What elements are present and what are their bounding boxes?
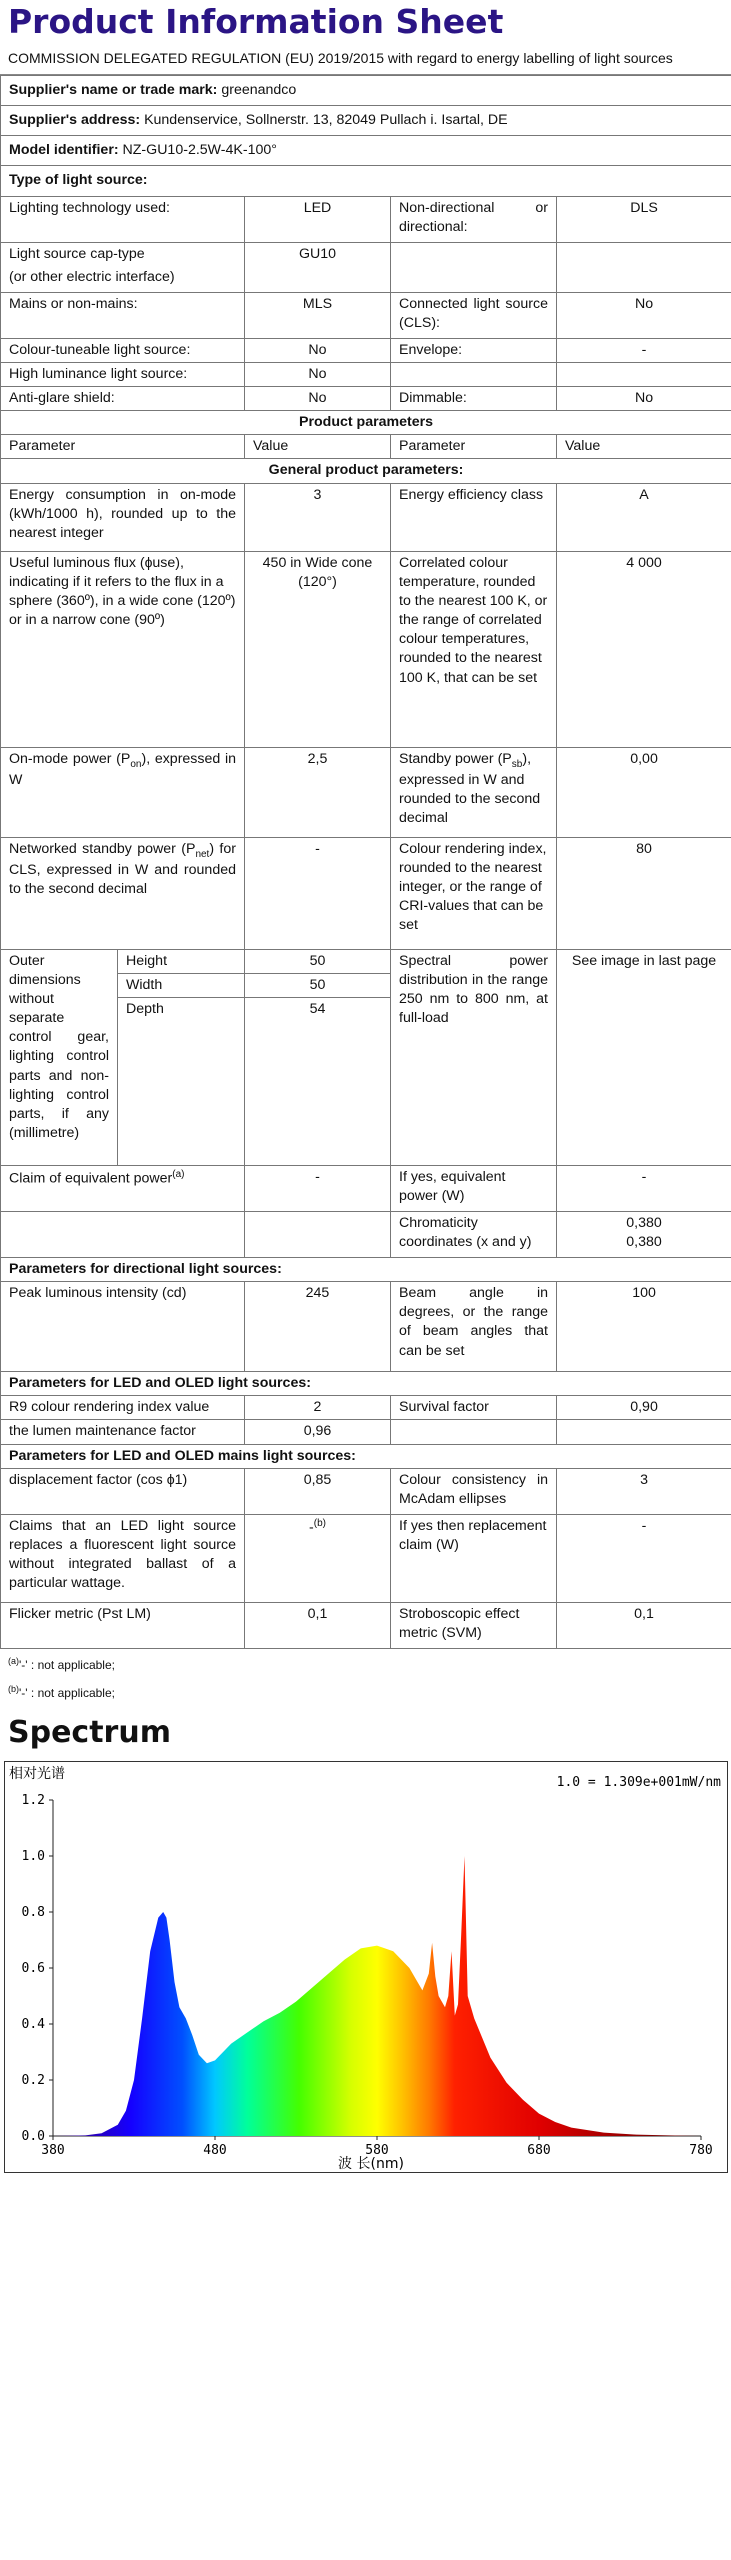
on-mode-power-value: 2,5: [245, 747, 391, 837]
type-row-value-2: [557, 362, 731, 386]
led-oled-band: Parameters for LED and OLED light sources:: [1, 1372, 731, 1396]
cri-value: 80: [557, 837, 731, 949]
r9-value: 2: [245, 1396, 391, 1420]
displacement-factor-label: displacement factor (cos ϕ1): [1, 1468, 245, 1514]
chromaticity-label: Chromaticity coordinates (x and y): [391, 1211, 557, 1257]
beam-angle-value: 100: [557, 1282, 731, 1372]
page-title: Product Information Sheet: [8, 2, 504, 41]
lumen-maintenance-label: the lumen maintenance factor: [1, 1420, 245, 1444]
type-row-value: MLS: [245, 292, 391, 338]
type-row-label: Colour-tuneable light source:: [1, 338, 245, 362]
chromaticity-y: 0,380: [626, 1234, 662, 1251]
type-row: [1, 362, 731, 386]
directional-band: Parameters for directional light sources:: [1, 1257, 731, 1281]
mcadam-value: 3: [557, 1468, 731, 1514]
type-row: [1, 386, 731, 410]
y-tick-label: 1.2: [21, 1793, 45, 1809]
type-row-label: Mains or non-mains:: [1, 292, 245, 338]
type-row-value-2: No: [557, 386, 731, 410]
depth-value: 54: [245, 997, 391, 1165]
product-information-table: [0, 75, 731, 1649]
chromaticity-x: 0,380: [626, 1214, 662, 1231]
led-mains-band-row: [1, 1444, 731, 1468]
y-tick-label: 0.4: [21, 2017, 45, 2033]
type-row: [1, 338, 731, 362]
svm-value: 0,1: [557, 1602, 731, 1648]
param-row: [1, 1211, 731, 1257]
param-row: [1, 1420, 731, 1444]
width-label: Width: [118, 973, 245, 997]
outer-dimensions-label: Outer dimensions without separate control gear, lighting control parts and non-lighting control parts, if any (millimetre): [1, 949, 118, 1165]
spectral-distribution-value: See image in last page: [557, 949, 731, 1165]
spectrum-heading: Spectrum: [8, 1715, 171, 1751]
peak-intensity-value: 245: [245, 1282, 391, 1372]
param-row: [1, 1282, 731, 1372]
spectrum-chart-frame: [4, 1761, 728, 2173]
replacement-claim-value: -: [557, 1514, 731, 1602]
luminous-flux-value: 450 in Wide cone (120°): [245, 551, 391, 747]
type-row-value: No: [245, 386, 391, 410]
y-tick-label: 0.0: [21, 2129, 45, 2145]
model-identifier-row: [1, 136, 731, 166]
x-tick-label: 380: [41, 2143, 65, 2159]
flicker-metric-value: 0,1: [245, 1602, 391, 1648]
supplier-address-label: Supplier's address:: [9, 112, 141, 129]
chromaticity-value: [557, 1211, 731, 1257]
general-params-band: General product parameters:: [1, 459, 731, 483]
type-row-label: High luminance light source:: [1, 362, 245, 386]
directional-band-row: [1, 1257, 731, 1281]
on-mode-power-label: On-mode power $(P_{on})$, expressed in W: [1, 747, 245, 837]
y-tick-label: 0.6: [21, 1961, 45, 1977]
type-row: [1, 292, 731, 338]
product-params-band-row: [1, 411, 731, 435]
footnote-a: $^{(a)}$'-' : not applicable;: [8, 1655, 115, 1672]
model-identifier-value: NZ-GU10-2.5W-4K-100°: [122, 142, 277, 159]
spectral-distribution-label: Spectral power distribution in the range 250 nm to 800 nm, at full-load: [391, 949, 557, 1165]
col-header-parameter-2: Parameter: [391, 435, 557, 459]
chart-x-label: 波 长(nm): [338, 2156, 404, 2173]
survival-factor-value: 0,90: [557, 1396, 731, 1420]
flicker-metric-label: Flicker metric (Pst LM): [1, 1602, 245, 1648]
column-header-row: [1, 435, 731, 459]
col-header-value: Value: [245, 435, 391, 459]
energy-consumption-label: Energy consumption in on-mode (kWh/1000 h), rounded up to the nearest integer: [1, 483, 245, 551]
param-row: [1, 747, 731, 837]
supplier-name-row: [1, 75, 731, 105]
peak-intensity-label: Peak luminous intensity (cd): [1, 1282, 245, 1372]
model-identifier-label: Model identifier:: [9, 142, 119, 159]
general-band-row: [1, 459, 731, 483]
type-row-value-2: [557, 242, 731, 292]
regulation-subtitle: COMMISSION DELEGATED REGULATION (EU) 2019/2015 with regard to energy labelling of light sources: [0, 46, 731, 75]
type-row-label: Lighting technology used:: [1, 196, 245, 242]
param-row: [1, 1396, 731, 1420]
standby-power-label: Standby power $(P_{sb})$, expressed in W and rounded to the second decimal: [391, 747, 557, 837]
supplier-name-label: Supplier's name or trade mark:: [9, 81, 218, 98]
equivalent-power-claim-label: Claim of equivalent power$^{(a)}$: [1, 1165, 245, 1211]
param-row: [1, 483, 731, 551]
cct-label: Correlated colour temperature, rounded to the nearest 100 K, or the range of correlated colour temperatures, rounded to the nearest 100 K, that can be set: [391, 551, 557, 747]
x-tick-label: 580: [365, 2143, 389, 2159]
type-section-header: Type of light source:: [1, 166, 731, 196]
x-tick-label: 780: [689, 2143, 713, 2159]
chart-annotation: 1.0 = 1.309e+001mW/nm: [556, 1775, 721, 1791]
y-tick-label: 0.8: [21, 1905, 45, 1921]
displacement-factor-value: 0,85: [245, 1468, 391, 1514]
type-row-value: No: [245, 362, 391, 386]
type-row-label-2: [391, 242, 557, 292]
cap-type-sublabel: (or other electric interface): [9, 268, 175, 285]
x-tick-label: 680: [527, 2143, 551, 2159]
type-row-label: Anti-glare shield:: [1, 386, 245, 410]
supplier-name-value: greenandco: [221, 81, 297, 98]
type-row-value: No: [245, 338, 391, 362]
supplier-address-row: [1, 106, 731, 136]
type-row-label-2: Dimmable:: [391, 386, 557, 410]
replacement-claim-label: If yes then replacement claim (W): [391, 1514, 557, 1602]
survival-factor-label: Survival factor: [391, 1396, 557, 1420]
depth-label: Depth: [118, 997, 245, 1165]
param-row: [1, 1602, 731, 1648]
width-value: 50: [245, 973, 391, 997]
cri-label: Colour rendering index, rounded to the nearest integer, or the range of CRI-values that can be set: [391, 837, 557, 949]
height-value: 50: [245, 949, 391, 973]
cap-type-label: Light source cap-type: [9, 245, 145, 262]
standby-power-value: 0,00: [557, 747, 731, 837]
energy-efficiency-label: Energy efficiency class: [391, 483, 557, 551]
cct-value: 4 000: [557, 551, 731, 747]
type-row-value-2: -: [557, 338, 731, 362]
beam-angle-label: Beam angle in degrees, or the range of beam angles that can be set: [391, 1282, 557, 1372]
fluorescent-claim-value: -$^{(b)}$: [245, 1514, 391, 1602]
footnote-b: $^{(b)}$'-' : not applicable;: [8, 1684, 115, 1700]
spectrum-area: [53, 1856, 701, 2136]
chart-title: 相对光谱: [9, 1766, 65, 1783]
type-row-value-2: DLS: [557, 196, 731, 242]
type-row: [1, 242, 731, 292]
type-row: [1, 196, 731, 242]
type-row-label-2: Envelope:: [391, 338, 557, 362]
col-header-parameter: Parameter: [1, 435, 245, 459]
type-row-label-2: [391, 362, 557, 386]
footnotes: [0, 1649, 731, 1703]
x-tick-label: 480: [203, 2143, 227, 2159]
height-label: Height: [118, 949, 245, 973]
fluorescent-claim-label: Claims that an LED light source replaces a fluorescent light source without integrated ballast of a particular wattage.: [1, 1514, 245, 1602]
luminous-flux-label: Useful luminous flux (ɸuse), indicating if it refers to the flux in a sphere (360º), in a wide cone (120º) or in a narrow cone (90º): [1, 551, 245, 747]
lumen-maintenance-value: 0,96: [245, 1420, 391, 1444]
r9-label: R9 colour rendering index value: [1, 1396, 245, 1420]
param-row: [1, 1468, 731, 1514]
equivalent-power-claim-value: -: [245, 1165, 391, 1211]
dimensions-row: [1, 949, 731, 973]
supplier-address-value: Kundenservice, Sollnerstr. 13, 82049 Pullach i. Isartal, DE: [144, 112, 508, 129]
networked-standby-label: Networked standby power $(P_{net})$ for CLS, expressed in W and rounded to the second decimal: [1, 837, 245, 949]
type-row-value-2: No: [557, 292, 731, 338]
type-row-value: LED: [245, 196, 391, 242]
networked-standby-value: -: [245, 837, 391, 949]
param-row: [1, 1165, 731, 1211]
spectrum-chart: [5, 1762, 729, 2174]
y-tick-label: 0.2: [21, 2073, 45, 2089]
led-oled-band-row: [1, 1372, 731, 1396]
energy-consumption-value: 3: [245, 483, 391, 551]
param-row: [1, 837, 731, 949]
product-params-band: Product parameters: [1, 411, 731, 435]
cap-type-value: GU10: [245, 242, 391, 292]
col-header-value-2: Value: [557, 435, 731, 459]
equivalent-power-w-value: -: [557, 1165, 731, 1211]
param-row: [1, 551, 731, 747]
equivalent-power-w-label: If yes, equivalent power (W): [391, 1165, 557, 1211]
mcadam-label: Colour consistency in McAdam ellipses: [391, 1468, 557, 1514]
type-row-label-2: Connected light source (CLS):: [391, 292, 557, 338]
led-mains-band: Parameters for LED and OLED mains light sources:: [1, 1444, 731, 1468]
svm-label: Stroboscopic effect metric (SVM): [391, 1602, 557, 1648]
y-tick-label: 1.0: [21, 1849, 45, 1865]
type-row-label-2: Non-directional or directional:: [391, 196, 557, 242]
energy-efficiency-value: A: [557, 483, 731, 551]
param-row: [1, 1514, 731, 1602]
type-section-header-row: [1, 166, 731, 196]
